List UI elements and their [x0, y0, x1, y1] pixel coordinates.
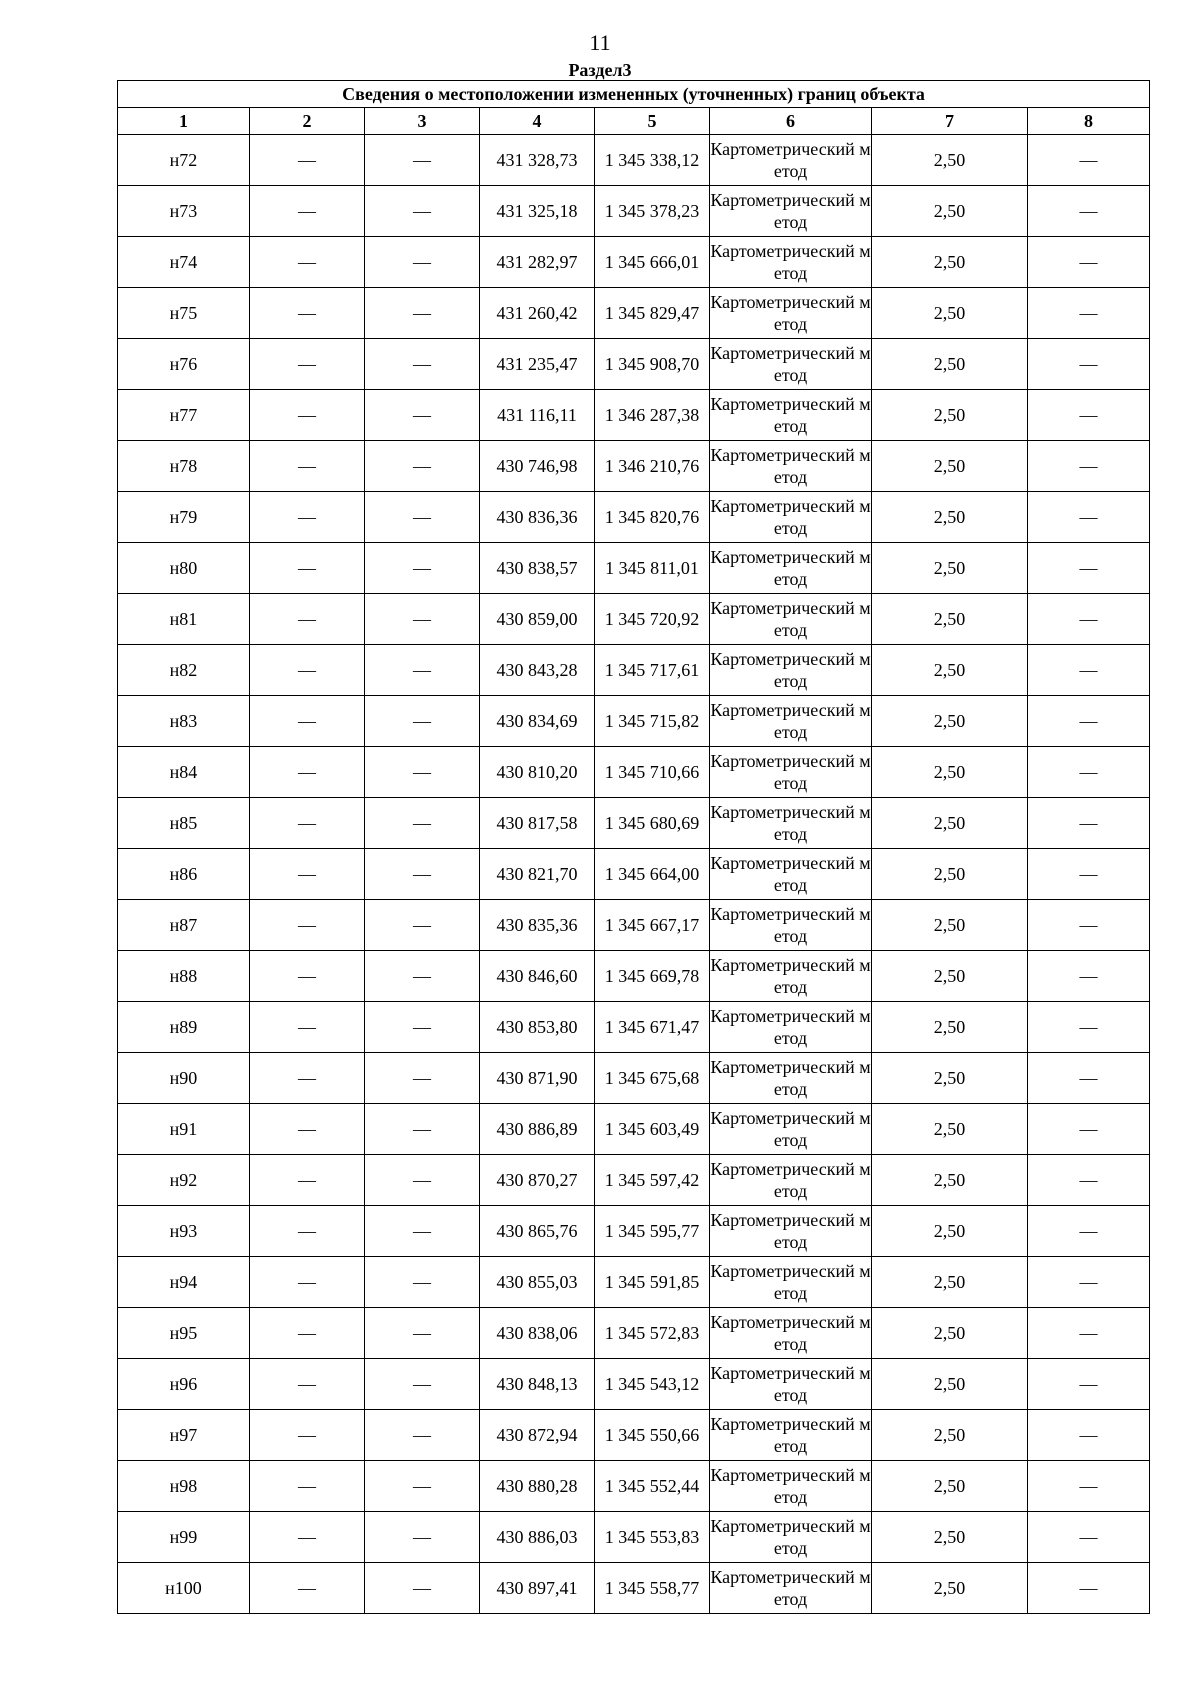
y-coordinate-cell: 1 345 597,42	[595, 1155, 710, 1206]
col3-cell: —	[365, 1053, 480, 1104]
point-id-cell: н87	[118, 900, 250, 951]
y-coordinate-cell: 1 345 720,92	[595, 594, 710, 645]
point-id-cell: н86	[118, 849, 250, 900]
col8-cell: —	[1028, 1563, 1150, 1614]
col8-cell: —	[1028, 1002, 1150, 1053]
table-row	[118, 747, 1150, 798]
col2-cell: —	[250, 1308, 365, 1359]
table-row	[118, 951, 1150, 1002]
method-cell: Картометрический метод	[710, 1155, 872, 1206]
accuracy-cell: 2,50	[872, 135, 1028, 186]
col8-cell: —	[1028, 594, 1150, 645]
point-id-cell: н75	[118, 288, 250, 339]
x-coordinate-cell: 430 886,89	[480, 1104, 595, 1155]
x-coordinate-cell: 431 235,47	[480, 339, 595, 390]
col3-cell: —	[365, 339, 480, 390]
x-coordinate-cell: 430 872,94	[480, 1410, 595, 1461]
col3-cell: —	[365, 900, 480, 951]
accuracy-cell: 2,50	[872, 645, 1028, 696]
table-header-row	[118, 108, 1150, 135]
table-row	[118, 492, 1150, 543]
point-id-cell: н95	[118, 1308, 250, 1359]
point-id-cell: н89	[118, 1002, 250, 1053]
col3-cell: —	[365, 951, 480, 1002]
y-coordinate-cell: 1 346 287,38	[595, 390, 710, 441]
accuracy-cell: 2,50	[872, 543, 1028, 594]
point-id-cell: н76	[118, 339, 250, 390]
y-coordinate-cell: 1 345 543,12	[595, 1359, 710, 1410]
accuracy-cell: 2,50	[872, 696, 1028, 747]
method-cell: Картометрический метод	[710, 900, 872, 951]
col2-cell: —	[250, 339, 365, 390]
table-row	[118, 1053, 1150, 1104]
accuracy-cell: 2,50	[872, 1206, 1028, 1257]
x-coordinate-cell: 430 897,41	[480, 1563, 595, 1614]
col2-cell: —	[250, 1104, 365, 1155]
col3-cell: —	[365, 849, 480, 900]
col2-cell: —	[250, 390, 365, 441]
accuracy-cell: 2,50	[872, 1359, 1028, 1410]
point-id-cell: н99	[118, 1512, 250, 1563]
col2-cell: —	[250, 135, 365, 186]
table-row	[118, 645, 1150, 696]
col3-cell: —	[365, 1104, 480, 1155]
method-cell: Картометрический метод	[710, 237, 872, 288]
col8-cell: —	[1028, 1155, 1150, 1206]
method-cell: Картометрический метод	[710, 1002, 872, 1053]
accuracy-cell: 2,50	[872, 747, 1028, 798]
point-id-cell: н90	[118, 1053, 250, 1104]
table-row	[118, 1206, 1150, 1257]
method-cell: Картометрический метод	[710, 1359, 872, 1410]
point-id-cell: н84	[118, 747, 250, 798]
col8-cell: —	[1028, 1104, 1150, 1155]
y-coordinate-cell: 1 345 710,66	[595, 747, 710, 798]
point-id-cell: н74	[118, 237, 250, 288]
col2-cell: —	[250, 237, 365, 288]
table-row	[118, 1308, 1150, 1359]
x-coordinate-cell: 430 746,98	[480, 441, 595, 492]
y-coordinate-cell: 1 345 553,83	[595, 1512, 710, 1563]
y-coordinate-cell: 1 345 669,78	[595, 951, 710, 1002]
x-coordinate-cell: 431 325,18	[480, 186, 595, 237]
table-row	[118, 1461, 1150, 1512]
table-caption: Сведения о местоположении измененных (уточненных) границ объекта	[118, 81, 1150, 108]
y-coordinate-cell: 1 345 603,49	[595, 1104, 710, 1155]
coordinates-table	[117, 80, 1150, 1614]
table-body	[118, 135, 1150, 1614]
column-header: 1	[118, 108, 250, 135]
col3-cell: —	[365, 1512, 480, 1563]
method-cell: Картометрический метод	[710, 339, 872, 390]
col8-cell: —	[1028, 951, 1150, 1002]
point-id-cell: н85	[118, 798, 250, 849]
y-coordinate-cell: 1 345 664,00	[595, 849, 710, 900]
method-cell: Картометрический метод	[710, 1461, 872, 1512]
accuracy-cell: 2,50	[872, 1257, 1028, 1308]
col8-cell: —	[1028, 900, 1150, 951]
x-coordinate-cell: 430 853,80	[480, 1002, 595, 1053]
column-header: 7	[872, 108, 1028, 135]
col3-cell: —	[365, 390, 480, 441]
point-id-cell: н79	[118, 492, 250, 543]
point-id-cell: н91	[118, 1104, 250, 1155]
x-coordinate-cell: 430 871,90	[480, 1053, 595, 1104]
table-row	[118, 696, 1150, 747]
accuracy-cell: 2,50	[872, 1104, 1028, 1155]
x-coordinate-cell: 430 843,28	[480, 645, 595, 696]
accuracy-cell: 2,50	[872, 186, 1028, 237]
col8-cell: —	[1028, 1359, 1150, 1410]
col2-cell: —	[250, 543, 365, 594]
x-coordinate-cell: 430 865,76	[480, 1206, 595, 1257]
col2-cell: —	[250, 1155, 365, 1206]
table-row	[118, 798, 1150, 849]
col8-cell: —	[1028, 1461, 1150, 1512]
y-coordinate-cell: 1 346 210,76	[595, 441, 710, 492]
table-row	[118, 849, 1150, 900]
accuracy-cell: 2,50	[872, 594, 1028, 645]
accuracy-cell: 2,50	[872, 288, 1028, 339]
col8-cell: —	[1028, 1308, 1150, 1359]
method-cell: Картометрический метод	[710, 645, 872, 696]
point-id-cell: н72	[118, 135, 250, 186]
x-coordinate-cell: 431 260,42	[480, 288, 595, 339]
table-row	[118, 441, 1150, 492]
method-cell: Картометрический метод	[710, 747, 872, 798]
col3-cell: —	[365, 1563, 480, 1614]
point-id-cell: н80	[118, 543, 250, 594]
y-coordinate-cell: 1 345 829,47	[595, 288, 710, 339]
y-coordinate-cell: 1 345 378,23	[595, 186, 710, 237]
y-coordinate-cell: 1 345 820,76	[595, 492, 710, 543]
y-coordinate-cell: 1 345 550,66	[595, 1410, 710, 1461]
method-cell: Картометрический метод	[710, 1308, 872, 1359]
y-coordinate-cell: 1 345 908,70	[595, 339, 710, 390]
column-header: 5	[595, 108, 710, 135]
table-row	[118, 1563, 1150, 1614]
col8-cell: —	[1028, 543, 1150, 594]
accuracy-cell: 2,50	[872, 339, 1028, 390]
table-row	[118, 1257, 1150, 1308]
column-header: 4	[480, 108, 595, 135]
y-coordinate-cell: 1 345 811,01	[595, 543, 710, 594]
x-coordinate-cell: 430 838,06	[480, 1308, 595, 1359]
table-row	[118, 390, 1150, 441]
col2-cell: —	[250, 1410, 365, 1461]
method-cell: Картометрический метод	[710, 288, 872, 339]
accuracy-cell: 2,50	[872, 1461, 1028, 1512]
col3-cell: —	[365, 1257, 480, 1308]
point-id-cell: н88	[118, 951, 250, 1002]
point-id-cell: н94	[118, 1257, 250, 1308]
x-coordinate-cell: 430 859,00	[480, 594, 595, 645]
col2-cell: —	[250, 900, 365, 951]
table-row	[118, 339, 1150, 390]
col8-cell: —	[1028, 1257, 1150, 1308]
col3-cell: —	[365, 186, 480, 237]
accuracy-cell: 2,50	[872, 900, 1028, 951]
y-coordinate-cell: 1 345 591,85	[595, 1257, 710, 1308]
table-row	[118, 594, 1150, 645]
col2-cell: —	[250, 594, 365, 645]
column-header: 6	[710, 108, 872, 135]
x-coordinate-cell: 430 886,03	[480, 1512, 595, 1563]
method-cell: Картометрический метод	[710, 696, 872, 747]
method-cell: Картометрический метод	[710, 1563, 872, 1614]
accuracy-cell: 2,50	[872, 1410, 1028, 1461]
point-id-cell: н83	[118, 696, 250, 747]
method-cell: Картометрический метод	[710, 594, 872, 645]
col3-cell: —	[365, 594, 480, 645]
y-coordinate-cell: 1 345 595,77	[595, 1206, 710, 1257]
col2-cell: —	[250, 951, 365, 1002]
method-cell: Картометрический метод	[710, 135, 872, 186]
table-row	[118, 1512, 1150, 1563]
y-coordinate-cell: 1 345 671,47	[595, 1002, 710, 1053]
x-coordinate-cell: 430 821,70	[480, 849, 595, 900]
table-row	[118, 1155, 1150, 1206]
y-coordinate-cell: 1 345 572,83	[595, 1308, 710, 1359]
method-cell: Картометрический метод	[710, 1257, 872, 1308]
col3-cell: —	[365, 645, 480, 696]
col2-cell: —	[250, 1002, 365, 1053]
x-coordinate-cell: 431 116,11	[480, 390, 595, 441]
col2-cell: —	[250, 1461, 365, 1512]
table-row	[118, 1359, 1150, 1410]
x-coordinate-cell: 430 834,69	[480, 696, 595, 747]
point-id-cell: н78	[118, 441, 250, 492]
point-id-cell: н82	[118, 645, 250, 696]
col2-cell: —	[250, 492, 365, 543]
col3-cell: —	[365, 288, 480, 339]
accuracy-cell: 2,50	[872, 1053, 1028, 1104]
col8-cell: —	[1028, 1206, 1150, 1257]
col2-cell: —	[250, 696, 365, 747]
col8-cell: —	[1028, 186, 1150, 237]
table-row	[118, 135, 1150, 186]
accuracy-cell: 2,50	[872, 492, 1028, 543]
accuracy-cell: 2,50	[872, 1512, 1028, 1563]
col3-cell: —	[365, 441, 480, 492]
y-coordinate-cell: 1 345 338,12	[595, 135, 710, 186]
col3-cell: —	[365, 1359, 480, 1410]
accuracy-cell: 2,50	[872, 1563, 1028, 1614]
col3-cell: —	[365, 696, 480, 747]
y-coordinate-cell: 1 345 717,61	[595, 645, 710, 696]
col8-cell: —	[1028, 390, 1150, 441]
col3-cell: —	[365, 1410, 480, 1461]
accuracy-cell: 2,50	[872, 849, 1028, 900]
method-cell: Картометрический метод	[710, 1206, 872, 1257]
table-row	[118, 237, 1150, 288]
col8-cell: —	[1028, 135, 1150, 186]
y-coordinate-cell: 1 345 680,69	[595, 798, 710, 849]
x-coordinate-cell: 430 846,60	[480, 951, 595, 1002]
col8-cell: —	[1028, 645, 1150, 696]
method-cell: Картометрический метод	[710, 951, 872, 1002]
method-cell: Картометрический метод	[710, 390, 872, 441]
col2-cell: —	[250, 1563, 365, 1614]
table-row	[118, 1104, 1150, 1155]
col2-cell: —	[250, 441, 365, 492]
table-row	[118, 186, 1150, 237]
point-id-cell: н81	[118, 594, 250, 645]
x-coordinate-cell: 430 838,57	[480, 543, 595, 594]
section-title: Раздел3	[568, 60, 632, 80]
method-cell: Картометрический метод	[710, 543, 872, 594]
col2-cell: —	[250, 1512, 365, 1563]
y-coordinate-cell: 1 345 675,68	[595, 1053, 710, 1104]
col2-cell: —	[250, 1206, 365, 1257]
point-id-cell: н97	[118, 1410, 250, 1461]
x-coordinate-cell: 430 817,58	[480, 798, 595, 849]
table-row	[118, 1002, 1150, 1053]
col2-cell: —	[250, 186, 365, 237]
accuracy-cell: 2,50	[872, 390, 1028, 441]
method-cell: Картометрический метод	[710, 441, 872, 492]
col2-cell: —	[250, 288, 365, 339]
col3-cell: —	[365, 1206, 480, 1257]
col3-cell: —	[365, 543, 480, 594]
x-coordinate-cell: 430 880,28	[480, 1461, 595, 1512]
x-coordinate-cell: 430 836,36	[480, 492, 595, 543]
col2-cell: —	[250, 1359, 365, 1410]
point-id-cell: н77	[118, 390, 250, 441]
col8-cell: —	[1028, 339, 1150, 390]
y-coordinate-cell: 1 345 666,01	[595, 237, 710, 288]
table-row	[118, 288, 1150, 339]
y-coordinate-cell: 1 345 667,17	[595, 900, 710, 951]
col8-cell: —	[1028, 849, 1150, 900]
col2-cell: —	[250, 1257, 365, 1308]
point-id-cell: н98	[118, 1461, 250, 1512]
col8-cell: —	[1028, 492, 1150, 543]
col8-cell: —	[1028, 288, 1150, 339]
x-coordinate-cell: 430 810,20	[480, 747, 595, 798]
y-coordinate-cell: 1 345 552,44	[595, 1461, 710, 1512]
x-coordinate-cell: 430 870,27	[480, 1155, 595, 1206]
column-header: 2	[250, 108, 365, 135]
point-id-cell: н93	[118, 1206, 250, 1257]
col8-cell: —	[1028, 1053, 1150, 1104]
column-header: 8	[1028, 108, 1150, 135]
col2-cell: —	[250, 849, 365, 900]
col2-cell: —	[250, 798, 365, 849]
method-cell: Картометрический метод	[710, 1104, 872, 1155]
accuracy-cell: 2,50	[872, 441, 1028, 492]
point-id-cell: н100	[118, 1563, 250, 1614]
column-header: 3	[365, 108, 480, 135]
y-coordinate-cell: 1 345 558,77	[595, 1563, 710, 1614]
y-coordinate-cell: 1 345 715,82	[595, 696, 710, 747]
col8-cell: —	[1028, 441, 1150, 492]
page-number: 11	[589, 30, 611, 55]
accuracy-cell: 2,50	[872, 1308, 1028, 1359]
method-cell: Картометрический метод	[710, 186, 872, 237]
col3-cell: —	[365, 237, 480, 288]
accuracy-cell: 2,50	[872, 1155, 1028, 1206]
col3-cell: —	[365, 798, 480, 849]
x-coordinate-cell: 430 848,13	[480, 1359, 595, 1410]
col3-cell: —	[365, 135, 480, 186]
point-id-cell: н73	[118, 186, 250, 237]
table-caption-row	[118, 81, 1150, 108]
method-cell: Картометрический метод	[710, 849, 872, 900]
method-cell: Картометрический метод	[710, 798, 872, 849]
col2-cell: —	[250, 645, 365, 696]
col8-cell: —	[1028, 747, 1150, 798]
col3-cell: —	[365, 1002, 480, 1053]
col8-cell: —	[1028, 798, 1150, 849]
col2-cell: —	[250, 1053, 365, 1104]
x-coordinate-cell: 430 855,03	[480, 1257, 595, 1308]
accuracy-cell: 2,50	[872, 798, 1028, 849]
table-row	[118, 1410, 1150, 1461]
col2-cell: —	[250, 747, 365, 798]
table-row	[118, 900, 1150, 951]
table-row	[118, 543, 1150, 594]
method-cell: Картометрический метод	[710, 492, 872, 543]
col3-cell: —	[365, 747, 480, 798]
col8-cell: —	[1028, 1512, 1150, 1563]
x-coordinate-cell: 430 835,36	[480, 900, 595, 951]
point-id-cell: н92	[118, 1155, 250, 1206]
accuracy-cell: 2,50	[872, 237, 1028, 288]
col3-cell: —	[365, 1155, 480, 1206]
method-cell: Картометрический метод	[710, 1512, 872, 1563]
col8-cell: —	[1028, 1410, 1150, 1461]
method-cell: Картометрический метод	[710, 1410, 872, 1461]
accuracy-cell: 2,50	[872, 951, 1028, 1002]
col3-cell: —	[365, 492, 480, 543]
method-cell: Картометрический метод	[710, 1053, 872, 1104]
col3-cell: —	[365, 1461, 480, 1512]
accuracy-cell: 2,50	[872, 1002, 1028, 1053]
point-id-cell: н96	[118, 1359, 250, 1410]
x-coordinate-cell: 431 282,97	[480, 237, 595, 288]
col3-cell: —	[365, 1308, 480, 1359]
col8-cell: —	[1028, 237, 1150, 288]
col8-cell: —	[1028, 696, 1150, 747]
x-coordinate-cell: 431 328,73	[480, 135, 595, 186]
